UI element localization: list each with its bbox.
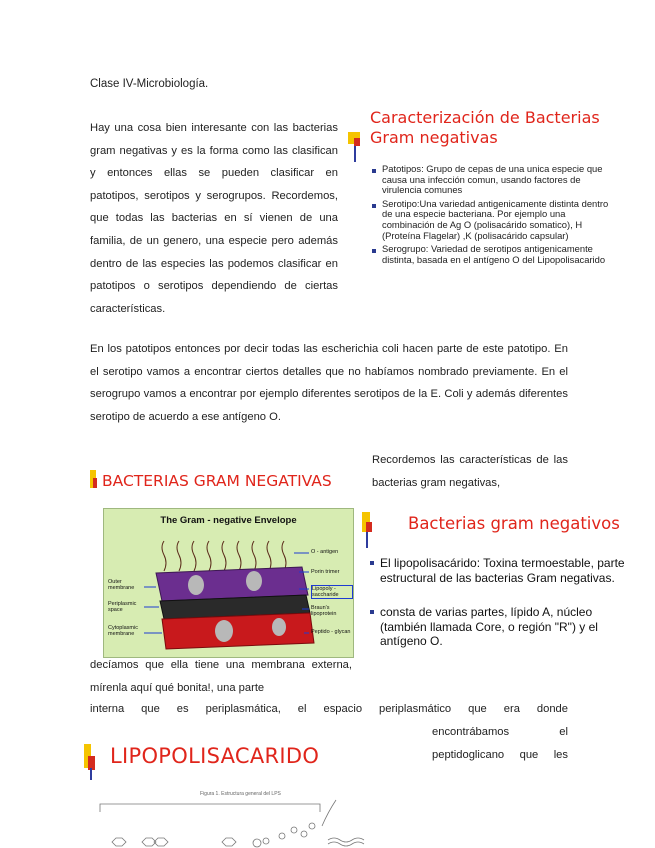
slide-bullets: [368, 556, 632, 649]
paragraph-periplasm-continued: encontrábamos el peptidoglicano que les: [432, 726, 568, 761]
slide-gram-negative-bacteria: [358, 510, 640, 690]
label-outer-membrane: Outer membrane: [108, 579, 135, 591]
slide-title: Caracterización de Bacterias Gram negativas: [370, 108, 600, 147]
intro-paragraph: Hay una cosa bien interesante con las bacterias gram negativas y es la forma como las clasifican y entonces ellas se pueden clasificar en patotipos, serotipos y serogrupos. Recordemos, que todas las bacterias en sí vienen de una familia, de un genero, una especie pero además dentro de las especies las podemos clasificar en patotipos o serotipos dependiendo de ciertas características.: [90, 122, 338, 315]
paragraph-periplasm: interna que es periplasmática, el espacio periplasmático que era donde: [90, 703, 568, 715]
slide-title: LIPOPOLISACARIDO: [110, 744, 320, 768]
lps-structure-figure: [82, 796, 422, 848]
bullet-serogrupo: Serogrupo: Variedad de serotipos antigenicamente distinta, basada en el antígeno O del Lipopolisacarido: [370, 244, 620, 265]
label-o-antigen: O - antigen: [311, 549, 339, 555]
bullet-partes: consta de varias partes, lípido A, núcleo (también llamada Core, o región "R") y el antígeno O.: [368, 605, 632, 649]
figure-title: The Gram - negative Envelope: [160, 515, 297, 526]
label-lipopolysaccharide: Lipopoly - saccharide: [311, 585, 353, 599]
course-header: Clase IV-Microbiología.: [90, 78, 209, 90]
label-cytoplasmic-membrane: Cytoplasmic membrane: [108, 625, 138, 637]
paragraph-patotipos: En los patotipos entonces por decir todas las escherichia coli hacen parte de este patotipo. En el serotipo vamos a encontrar ciertos detalles que no habíamos nombrado previamente. En el serogrupo vamos a encontrar por ejemplo diferentes serotipos de la E. Coli y además diferentes serotipo de acuerdo a ese antígeno O.: [90, 343, 568, 423]
label-peptidoglycan: Peptido - glycan: [311, 629, 351, 635]
figure-caption: Figura 1. Estructura general del LPS: [200, 791, 281, 797]
recall-text: Recordemos las características de las bacterias gram negativas,: [372, 454, 568, 489]
label-porin-trimer: Porin trimer: [311, 569, 340, 575]
bullet-lipopolisacarido: El lipopolisacárido: Toxina termoestable, parte estructural de las bacterias Gram negativas.: [368, 556, 632, 585]
label-brauns-lipoprotein: Braun's lipoprotein: [311, 605, 337, 617]
slide-decoration: [354, 138, 360, 146]
slide-decoration: [366, 532, 368, 548]
bullet-patotipos: Patotipos: Grupo de cepas de una unica especie que causa una infección comun, usando factores de virulencia comunes: [370, 164, 620, 196]
slide-decoration: [354, 146, 356, 162]
slide-characterization: [340, 108, 630, 348]
slide-title: Bacterias gram negativos: [408, 514, 620, 533]
slide-decoration: [93, 478, 97, 488]
slide-lipopolisacarido: [82, 740, 422, 848]
gram-negative-envelope-figure: [103, 508, 354, 658]
cytoplasmic-membrane: [162, 613, 314, 649]
caption-membrane: decíamos que ella tiene una membrana externa, mírenla aquí qué bonita!, una parte: [90, 659, 352, 694]
slide-bullets: [370, 164, 620, 265]
slide-decoration: [90, 768, 92, 780]
o-antigen-chains: [162, 541, 286, 571]
label-periplasmic-space: Periplasmic space: [108, 601, 137, 613]
slide-decoration: [366, 522, 372, 532]
slide-gram-negative-title: [90, 470, 360, 510]
slide-title: BACTERIAS GRAM NEGATIVAS: [102, 472, 332, 490]
bullet-serotipo: Serotipo:Una variedad antigenicamente distinta dentro de una especie bacteriana. Por ejemplo una combinación de Ag O (polisacárido somatico), H (Proteína Flagelar) ,K (polisacárido capsular): [370, 199, 620, 241]
